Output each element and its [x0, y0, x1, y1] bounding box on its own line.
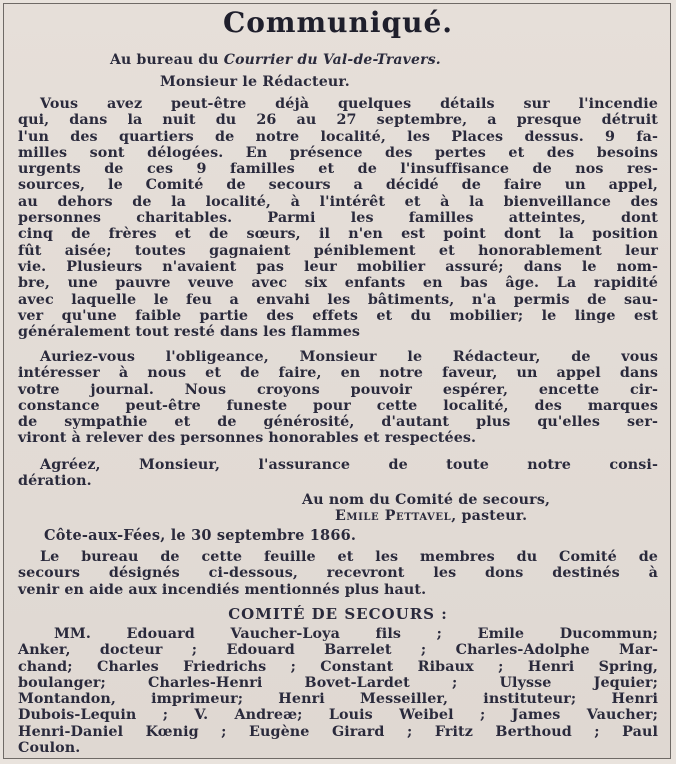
member-line: Anker, docteur ; Edouard Barrelet ; Charles-Adolphe Mar- — [18, 642, 658, 659]
text-line: Vous avez peut-être déjà quelques détails sur l'incendie — [40, 96, 658, 112]
signature-name-line — [335, 508, 527, 524]
newspaper-page — [4, 4, 671, 759]
text-line: au dehors de la localité, à l'intérêt et à la bienveillance des — [18, 193, 658, 210]
dateline: Côte-aux-Fées, le 30 septembre 1866. — [44, 527, 357, 544]
address-prefix: Au bureau du — [110, 52, 224, 68]
text-line: avec laquelle le feu a envahi les bâtiments, n'a permis de sau- — [18, 291, 658, 308]
text-line: l'un des quartiers de notre localité, les Places dessus. 9 fa- — [18, 128, 658, 145]
newspaper-name: Courrier du Val-de-Travers. — [223, 52, 441, 68]
signature-role: , pasteur. — [451, 508, 528, 524]
text-line: votre journal. Nous croyons pouvoir espérer, encette cir- — [18, 381, 658, 398]
page-title: Communiqué. — [222, 6, 454, 39]
salutation: Monsieur le Rédacteur. — [160, 74, 350, 90]
text-line: de sympathie et de générosité, d'autant plus qu'elles ser- — [18, 414, 658, 431]
member-line: MM. Edouard Vaucher-Loya fils ; Emile Ducommun; — [54, 626, 658, 642]
text-line: constance peut-être funeste pour cette localité, des marques — [18, 397, 658, 414]
member-line: boulanger; Charles-Henri Bovet-Lardet ; Ulysse Jequier; — [18, 674, 658, 691]
text-line: cinq de frères et de sœurs, il n'en est point dont la position — [18, 226, 658, 243]
member-line: Henri-Daniel Kœnig ; Eugène Girard ; Fritz Berthoud ; Paul — [18, 723, 658, 740]
signature-name: Emile Pettavel — [335, 508, 452, 524]
text-line: sources, le Comité de secours a décidé de faire un appel, — [18, 177, 658, 194]
scanned-clipping — [3, 3, 671, 759]
text-line: secours désignés ci-dessous, recevront les dons destinés à — [18, 565, 658, 582]
paragraph-3 — [18, 457, 658, 490]
text-line: venir en aide aux incendiés mentionnés plus haut. — [18, 581, 427, 598]
text-line: Auriez-vous l'obligeance, Monsieur le Rédacteur, de vous — [40, 349, 658, 365]
text-line: intéresser à nous et de faire, en notre faveur, un appel dans — [18, 365, 658, 382]
text-line: viront à relever des personnes honorables et respectées. — [18, 430, 477, 447]
text-line: urgents de ces 9 familles et de l'insuffisance de nos res- — [18, 161, 658, 178]
member-line: chand; Charles Friedrichs ; Constant Ribaux ; Henri Spring, — [18, 658, 658, 675]
paragraph-2 — [18, 349, 658, 447]
text-line: bre, une pauvre veuve avec six enfants en bas âge. La rapidité — [18, 275, 658, 292]
text-line: fût aisée; toutes gagnaient péniblement et honorablement leur — [18, 242, 658, 259]
member-line: Dubois-Lequin ; V. Andreæ; Louis Weibel ; James Vaucher; — [18, 707, 658, 724]
text-line: milles sont délogées. En présence des pertes et des besoins — [18, 144, 658, 161]
text-line: généralement tout resté dans les flammes — [18, 324, 361, 341]
text-line: ver qu'une faible partie des effets et du mobilier; le linge est — [18, 307, 658, 324]
member-line: Montandon, imprimeur; Henri Messeiller, instituteur; Henri — [18, 691, 658, 708]
text-line: vie. Plusieurs n'avaient pas leur mobilier assuré; dans le nom- — [18, 258, 658, 275]
member-line: Coulon. — [18, 740, 81, 757]
text-line: dération. — [18, 473, 92, 490]
paragraph-4 — [18, 549, 658, 598]
paragraph-1 — [18, 96, 658, 340]
signature-committee: Au nom du Comité de secours, — [302, 492, 551, 508]
committee-members — [18, 626, 658, 756]
text-line: personnes charitables. Parmi les familles atteintes, dont — [18, 210, 658, 227]
text-line: Agréez, Monsieur, l'assurance de toute notre consi- — [40, 457, 658, 473]
text-line: qui, dans la nuit du 26 au 27 septembre, a presque détruit — [18, 112, 658, 129]
address-line — [110, 52, 441, 68]
committee-heading: COMITÉ DE SECOURS : — [228, 605, 448, 623]
text-line: Le bureau de cette feuille et les membres du Comité de — [40, 549, 658, 565]
